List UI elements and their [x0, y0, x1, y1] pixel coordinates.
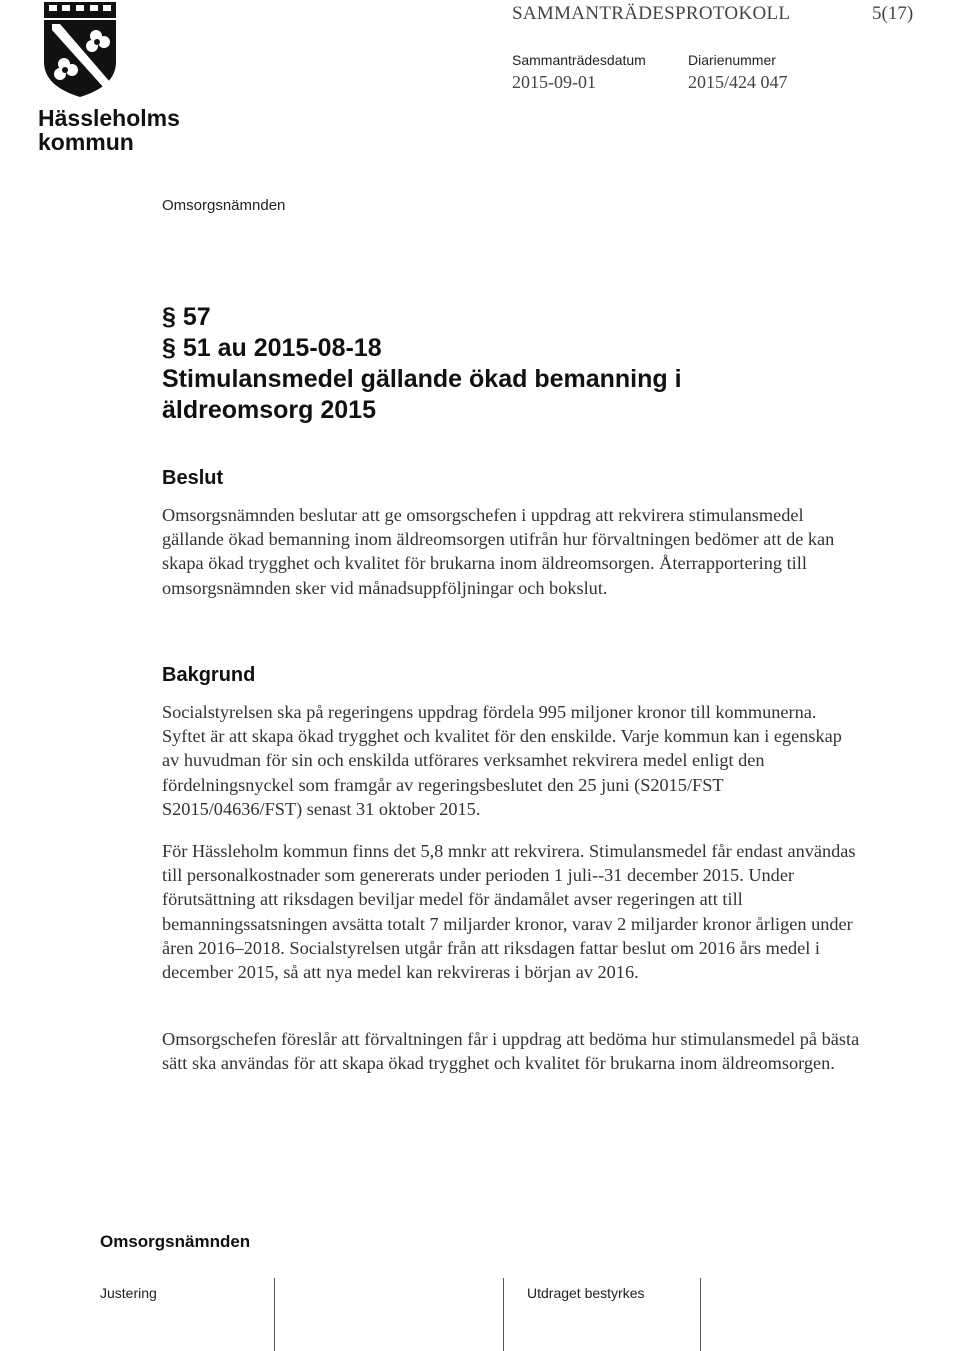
meeting-date-label: Sammanträdesdatum — [512, 52, 646, 68]
signature-divider — [700, 1278, 701, 1351]
document-type: SAMMANTRÄDESPROTOKOLL — [512, 3, 791, 24]
meeting-date: 2015-09-01 — [512, 72, 596, 92]
logo-org-name-line-2: kommun — [38, 129, 134, 155]
page-number: 5(17) — [872, 3, 914, 24]
justering-label: Justering — [100, 1285, 157, 1301]
bakgrund-paragraph-2: För Hässleholm kommun finns det 5,8 mnkr att rekvirera. Stimulansmedel får endast användas till personalkostnader som genererats under perioden 1 juli--31 december 2015. Under förutsättning att riksdagen beviljar medel för ändamålet avser regeringen att till bemanningssatsningen avsätta totalt 7 miljarder kronor, varav 2 miljarder kronor årligen under åren 2016–2018. Socialstyrelsen utgår från att riksdagen fattar beslut om 2016 års medel i december 2015, så att nya medel kan rekvireras i början av 2016. — [162, 841, 856, 983]
footer-committee-name: Omsorgsnämnden — [100, 1232, 251, 1251]
heading-bakgrund: Bakgrund — [162, 664, 256, 686]
signature-divider — [274, 1278, 275, 1351]
logo-org-name-line-1: Hässleholms — [38, 105, 180, 131]
diary-number: 2015/424 047 — [688, 72, 788, 92]
section-number: § 57 — [162, 303, 211, 331]
coat-of-arms-icon — [40, 2, 120, 98]
committee-name: Omsorgsnämnden — [162, 197, 286, 214]
beslut-text: Omsorgsnämnden beslutar att ge omsorgschefen i uppdrag att rekvirera stimulansmedel gällande ökad bemanning inom äldreomsorgen utifrån hur förvaltningen bedömer att de kan skapa ökad trygghet och kvalitet för brukarna inom äldreomsorgen. Återrapportering till omsorgsnämnden sker vid månadsuppföljningar och bokslut. — [162, 505, 835, 598]
bakgrund-paragraph-3: Omsorgschefen föreslår att förvaltningen får i uppdrag att bedöma hur stimulansmedel på bästa sätt ska användas för att skapa ökad trygghet och kvalitet för brukarna inom äldreomsorgen. — [162, 1029, 860, 1074]
heading-beslut: Beslut — [162, 467, 224, 489]
extract-certified-label: Utdraget bestyrkes — [527, 1285, 645, 1301]
bakgrund-paragraph-1: Socialstyrelsen ska på regeringens uppdrag fördela 995 miljoner kronor till kommunerna. Syftet är att skapa ökad trygghet och kvalitet för den enskilde. Varje kommun kan i egenskap av huvudman för sin och enskilda utförares verksamhet rekvirera medel enligt den fördelningsnyckel som framgår av regeringsbeslutet den 25 juni (S2015/FST S2015/04636/FST) senast 31 oktober 2015. — [162, 702, 842, 819]
municipality-logo — [38, 2, 180, 155]
signature-divider — [503, 1278, 504, 1351]
page-title-line-2: äldreomsorg 2015 — [162, 396, 376, 424]
page-title-line-1: Stimulansmedel gällande ökad bemanning i — [162, 365, 682, 393]
diary-number-label: Diarienummer — [688, 52, 776, 68]
au-reference: § 51 au 2015-08-18 — [162, 334, 382, 362]
